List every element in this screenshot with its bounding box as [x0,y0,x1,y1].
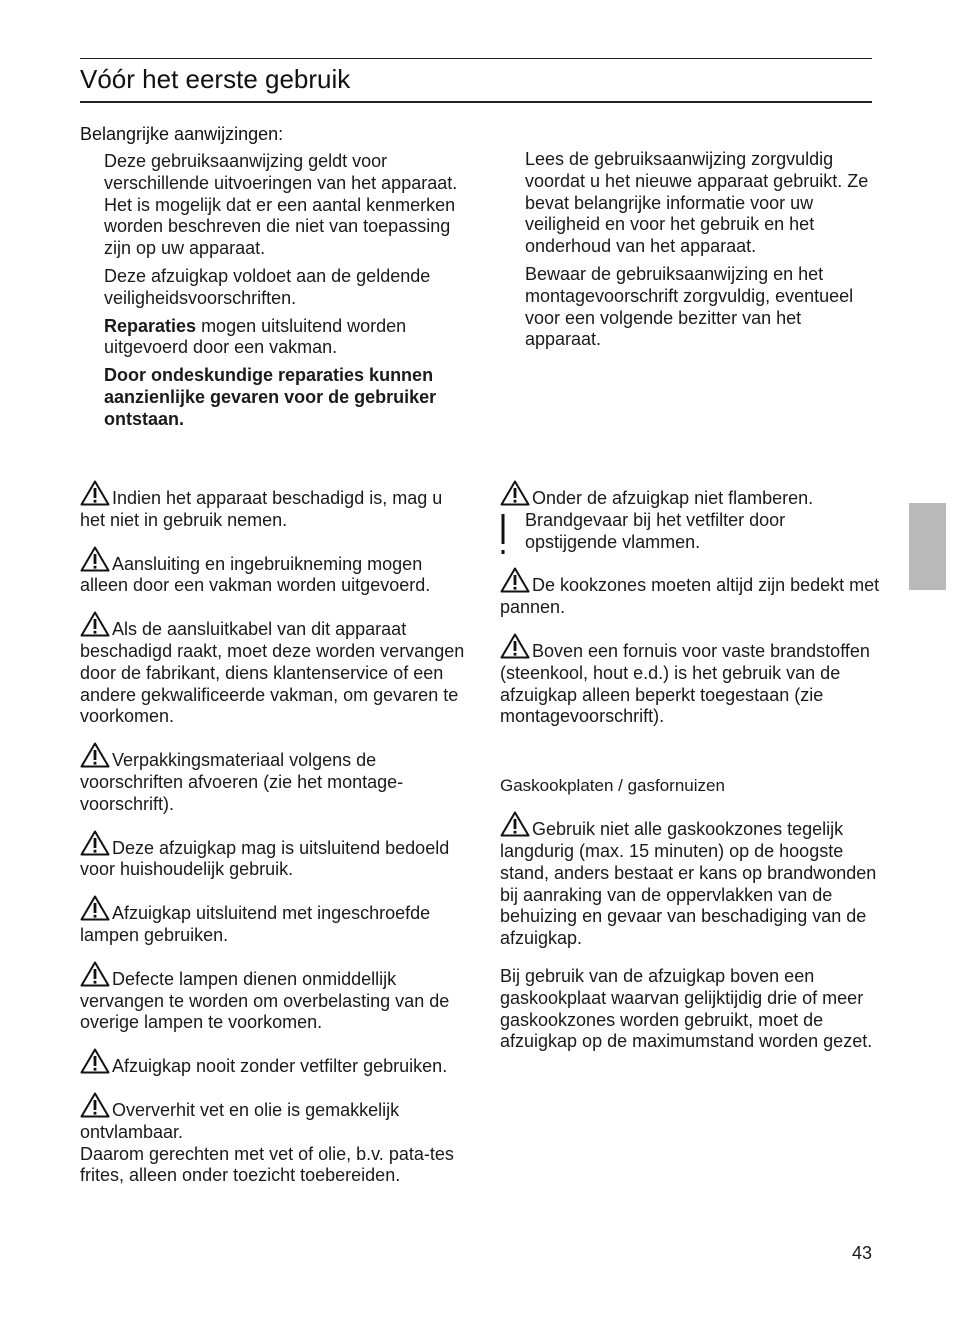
warning-item [80,1092,465,1187]
intro-left-column [104,151,464,431]
warning-text: Defecte lampen dienen onmiddellijk vervangen te worden om overbelasting van de overige lampen te voorkomen. [80,968,450,1033]
warning-triangle-icon [80,742,110,768]
warning-item [80,830,465,882]
warning-text: Boven een fornuis voor vaste brandstoffen (steenkool, hout e.d.) is het gebruik van de afzuigkap alleen beperkt toegestaan (zie montagevoorschrift). [500,640,870,727]
warning-triangle-icon [80,480,110,506]
warning-item [80,611,465,728]
warning-text: Brandgevaar bij het vetfilter door opstijgende vlammen. [525,509,786,552]
warning-text: De kookzones moeten altijd zijn bedekt met pannen. [500,575,880,618]
gas-subheading: Gaskookplaten / gasfornuizen [500,776,725,796]
gas-paragraph: Bij gebruik van de afzuigkap boven een gaskookplaat waarvan gelijktijdig drie of meer gaskookzones worden gebruikt, moet de afzuigkap op de maximumstand worden gezet. [500,965,873,1052]
warning-text: Daarom gerechten met vet of olie, b.v. pata-tes frites, alleen onder toezicht toebereiden. [80,1143,454,1186]
intro-paragraph: Deze gebruiksaanwijzing geldt voor verschillende uitvoeringen van het apparaat. Het is mogelijk dat er een aantal kenmerken worden beschreven die niet van toepassing zijn op uw apparaat. [104,151,458,259]
intro-paragraph [104,316,464,360]
warning-triangle-icon [80,830,110,856]
warning-text: Indien het apparaat beschadigd is, mag u het niet in gebruik nemen. [80,488,443,530]
warning-text: Als de aansluitkabel van dit apparaat beschadigd raakt, moet deze worden vervangen door de fabrikant, diens klantenservice of een andere gekwalificeerde vakman, om gevaren te voorkomen. [80,619,465,727]
repairs-text: mogen uitsluitend worden uitgevoerd door een vakman. [104,315,407,358]
intro-paragraph: Deze afzuigkap voldoet aan de geldende veiligheidsvoorschriften. [104,265,431,308]
intro-right-column [525,149,880,351]
warning-item [500,480,880,553]
warning-item [500,633,880,728]
repairs-warning: Door ondeskundige reparaties kunnen aanzienlijke gevaren voor de gebruiker ontstaan. [104,365,437,429]
language-tab-marker [909,503,946,590]
warning-item [80,1048,465,1078]
warning-triangle-icon [500,811,530,837]
warning-triangle-icon [500,567,530,593]
warning-triangle-icon [80,1092,110,1118]
warning-item [80,742,465,815]
intro-paragraph: Bewaar de gebruiksaanwijzing en het montagevoorschrift zorgvuldig, eventueel voor een volgende bezitter van het apparaat. [525,263,854,350]
section-heading: Belangrijke aanwijzingen: [80,124,284,144]
warning-item [80,480,465,532]
warning-triangle-icon [80,1048,110,1074]
repairs-bold-label: Reparaties [104,315,197,336]
warning-text: Verpakkingsmateriaal volgens de voorschriften afvoeren (zie het montage-voorschrift). [80,750,404,814]
page-title: Vóór het eerste gebruik [80,64,351,94]
warnings-left-column [80,480,465,1187]
page-number: 43 [851,1243,872,1263]
warning-triangle-icon [80,895,110,921]
warning-triangle-icon [80,611,110,637]
warning-text: Afzuigkap uitsluitend met ingeschroefde lampen gebruiken. [80,903,431,945]
warning-item [80,895,465,947]
warnings-right-column [500,480,880,1053]
warning-text: Aansluiting en ingebruikneming mogen alleen door een vakman worden uitgevoerd. [80,553,431,596]
warning-text: Afzuigkap nooit zonder vetfilter gebruiken. [112,1056,448,1077]
warning-item [80,546,465,598]
warning-text: Onder de afzuigkap niet flamberen. [532,488,814,508]
warning-item [500,811,880,950]
warning-text: Oververhit vet en olie is gemakkelijk ontvlambaar. [80,1099,400,1142]
warning-item [80,961,465,1034]
warning-text: Deze afzuigkap mag is uitsluitend bedoeld voor huishoudelijk gebruik. [80,837,450,880]
warning-triangle-icon [80,961,110,987]
warning-item [500,567,880,619]
warning-triangle-icon [500,480,530,506]
warning-triangle-icon [500,633,530,659]
warning-triangle-icon [80,546,110,572]
warning-text: Gebruik niet alle gaskookzones tegelijk langdurig (max. 15 minuten) op de hoogste stand, anders bestaat er kans op brandwonden bij aanraking van de oppervlakken van de behuizing en gevaar van beschadiging van de afzuigkap. [500,819,877,949]
header-rule-bottom [80,101,872,103]
header-rule-top [80,58,872,59]
intro-paragraph: Lees de gebruiksaanwijzing zorgvuldig voordat u het nieuwe apparaat gebruikt. Ze bevat belangrijke informatie voor uw veiligheid en voor het gebruik en het onderhoud van het apparaat. [525,149,869,257]
